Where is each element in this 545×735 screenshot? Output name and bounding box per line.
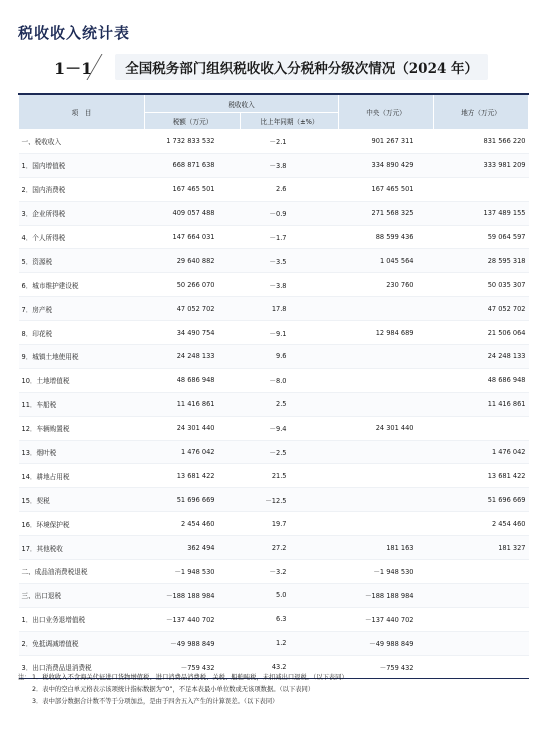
row-amount-cell: 147 664 031 xyxy=(145,225,241,249)
row-change-cell: 2.5 xyxy=(241,392,339,416)
row-amount-cell: 409 057 488 xyxy=(145,201,241,225)
row-central-cell: －188 188 984 xyxy=(339,583,434,607)
row-central-cell: 271 568 325 xyxy=(339,201,434,225)
row-local-cell xyxy=(434,177,529,201)
tax-revenue-table xyxy=(18,93,529,679)
row-change-cell: －2.1 xyxy=(241,130,339,154)
row-name-cell: 8．印花税 xyxy=(19,321,145,345)
row-amount-cell: 47 052 702 xyxy=(145,297,241,321)
row-name-cell: 二、成品油消费税退税 xyxy=(19,560,145,584)
row-local-cell xyxy=(434,416,529,440)
note-3: 3．表中部分数据合计数不等于分项加总，是由于四舍五入产生的计算误差。（以下表同） xyxy=(32,698,279,705)
row-amount-cell: 29 640 882 xyxy=(145,249,241,273)
row-local-cell: 50 035 307 xyxy=(434,273,529,297)
row-change-cell: －12.5 xyxy=(241,488,339,512)
row-change-cell: －3.8 xyxy=(241,273,339,297)
table-row xyxy=(19,536,529,560)
note-2: 2．表中的空白单元格表示该项统计指标数据为“0”，不足本表最小单位数或无该项数据。（以下表同） xyxy=(32,686,315,693)
row-local-cell: 47 052 702 xyxy=(434,297,529,321)
table-row xyxy=(19,464,529,488)
table-body xyxy=(19,130,529,679)
tax-revenue-table-container xyxy=(18,93,528,679)
row-change-cell: 6.3 xyxy=(241,607,339,631)
row-name-cell: 2．免抵调减增值税 xyxy=(19,631,145,655)
table-row xyxy=(19,416,529,440)
row-central-cell xyxy=(339,464,434,488)
row-local-cell: 51 696 669 xyxy=(434,488,529,512)
row-name-cell: 4．个人所得税 xyxy=(19,225,145,249)
row-local-cell: 24 248 133 xyxy=(434,345,529,369)
row-name-cell: 14．耕地占用税 xyxy=(19,464,145,488)
row-name-cell: 16．环境保护税 xyxy=(19,512,145,536)
table-row xyxy=(19,297,529,321)
row-name-cell: 7．房产税 xyxy=(19,297,145,321)
row-name-cell: 6．城市维护建设税 xyxy=(19,273,145,297)
table-row xyxy=(19,560,529,584)
row-amount-cell: 2 454 460 xyxy=(145,512,241,536)
row-central-cell: 88 599 436 xyxy=(339,225,434,249)
row-local-cell: 1 476 042 xyxy=(434,440,529,464)
row-name-cell: 1．出口业务退增值税 xyxy=(19,607,145,631)
row-change-cell: －3.5 xyxy=(241,249,339,273)
row-local-cell: 28 595 318 xyxy=(434,249,529,273)
header-tax-revenue-group: 税收收入 xyxy=(145,94,339,113)
row-name-cell: 10．土地增值税 xyxy=(19,368,145,392)
row-amount-cell: －188 188 984 xyxy=(145,583,241,607)
row-change-cell: －0.9 xyxy=(241,201,339,225)
page-header: 税收收入统计表 xyxy=(18,24,131,42)
row-central-cell: 230 760 xyxy=(339,273,434,297)
row-change-cell: 27.2 xyxy=(241,536,339,560)
row-amount-cell: 50 266 070 xyxy=(145,273,241,297)
row-amount-cell: 1 732 833 532 xyxy=(145,130,241,154)
row-name-cell: 11．车船税 xyxy=(19,392,145,416)
row-change-cell: －9.4 xyxy=(241,416,339,440)
table-title: 全国税务部门组织税收收入分税种分级次情况（2024 年） xyxy=(115,54,488,80)
row-local-cell: 13 681 422 xyxy=(434,464,529,488)
table-row xyxy=(19,631,529,655)
row-name-cell: 三、出口退税 xyxy=(19,583,145,607)
note-line xyxy=(18,684,528,696)
row-central-cell: 24 301 440 xyxy=(339,416,434,440)
header-change: 比上年同期（±%） xyxy=(241,113,339,130)
row-name-cell: 17．其他税收 xyxy=(19,536,145,560)
table-row xyxy=(19,345,529,369)
table-row xyxy=(19,225,529,249)
row-central-cell: 181 163 xyxy=(339,536,434,560)
row-amount-cell: 34 490 754 xyxy=(145,321,241,345)
row-local-cell: 333 981 209 xyxy=(434,153,529,177)
row-name-cell: 15．契税 xyxy=(19,488,145,512)
note-1: 1．税收收入不含海关代征进口货物增值税、进口消费品消费税、关税、船舶吨税，未扣减出口退税。（以下表同） xyxy=(32,674,348,681)
table-row xyxy=(19,201,529,225)
row-name-cell: 12．车辆购置税 xyxy=(19,416,145,440)
row-central-cell: －759 432 xyxy=(339,655,434,679)
row-amount-cell: －137 440 702 xyxy=(145,607,241,631)
row-name-cell: 5．资源税 xyxy=(19,249,145,273)
row-central-cell: 1 045 564 xyxy=(339,249,434,273)
row-local-cell: 2 454 460 xyxy=(434,512,529,536)
table-number: 1－1 xyxy=(54,58,93,78)
table-row xyxy=(19,583,529,607)
table-row xyxy=(19,249,529,273)
row-local-cell xyxy=(434,631,529,655)
header-amount: 税额（万元） xyxy=(145,113,241,130)
row-local-cell: 181 327 xyxy=(434,536,529,560)
row-amount-cell: 51 696 669 xyxy=(145,488,241,512)
row-change-cell: 19.7 xyxy=(241,512,339,536)
table-row xyxy=(19,488,529,512)
row-amount-cell: 668 871 638 xyxy=(145,153,241,177)
row-change-cell: 5.0 xyxy=(241,583,339,607)
table-row xyxy=(19,177,529,201)
table-row xyxy=(19,321,529,345)
table-row xyxy=(19,273,529,297)
row-amount-cell: 48 686 948 xyxy=(145,368,241,392)
row-amount-cell: －1 948 530 xyxy=(145,560,241,584)
row-local-cell: 11 416 861 xyxy=(434,392,529,416)
table-row xyxy=(19,607,529,631)
row-local-cell: 48 686 948 xyxy=(434,368,529,392)
row-change-cell: 21.5 xyxy=(241,464,339,488)
row-name-cell: 3．出口消费品退消费税 xyxy=(19,655,145,679)
row-change-cell: 1.2 xyxy=(241,631,339,655)
row-local-cell: 21 506 064 xyxy=(434,321,529,345)
note-line xyxy=(18,696,528,708)
row-central-cell: －137 440 702 xyxy=(339,607,434,631)
row-central-cell xyxy=(339,297,434,321)
row-local-cell xyxy=(434,560,529,584)
row-local-cell xyxy=(434,607,529,631)
header-local: 地方（万元） xyxy=(434,94,529,130)
table-row xyxy=(19,392,529,416)
row-change-cell: －9.1 xyxy=(241,321,339,345)
header-item: 项 目 xyxy=(19,94,145,130)
row-change-cell: －3.2 xyxy=(241,560,339,584)
row-central-cell: 12 984 689 xyxy=(339,321,434,345)
table-row xyxy=(19,153,529,177)
row-amount-cell: 167 465 501 xyxy=(145,177,241,201)
row-name-cell: 1．国内增值税 xyxy=(19,153,145,177)
row-central-cell xyxy=(339,440,434,464)
note-line xyxy=(18,672,528,684)
row-amount-cell: 24 248 133 xyxy=(145,345,241,369)
table-header xyxy=(19,94,529,130)
row-name-cell: 一、税收收入 xyxy=(19,130,145,154)
row-change-cell: －8.0 xyxy=(241,368,339,392)
row-local-cell: 831 566 220 xyxy=(434,130,529,154)
table-row xyxy=(19,512,529,536)
row-name-cell: 9．城镇土地使用税 xyxy=(19,345,145,369)
row-central-cell xyxy=(339,392,434,416)
row-change-cell: 17.8 xyxy=(241,297,339,321)
row-change-cell: －2.5 xyxy=(241,440,339,464)
table-notes xyxy=(18,672,528,708)
row-amount-cell: 13 681 422 xyxy=(145,464,241,488)
row-name-cell: 3．企业所得税 xyxy=(19,201,145,225)
row-change-cell: －3.8 xyxy=(241,153,339,177)
row-central-cell: 167 465 501 xyxy=(339,177,434,201)
row-amount-cell: －759 432 xyxy=(145,655,241,679)
notes-label: 注： xyxy=(18,674,31,681)
row-central-cell xyxy=(339,368,434,392)
row-amount-cell: －49 988 849 xyxy=(145,631,241,655)
row-amount-cell: 11 416 861 xyxy=(145,392,241,416)
row-central-cell xyxy=(339,512,434,536)
row-change-cell: 9.6 xyxy=(241,345,339,369)
row-central-cell: 334 890 429 xyxy=(339,153,434,177)
row-change-cell: 2.6 xyxy=(241,177,339,201)
table-row xyxy=(19,440,529,464)
header-central: 中央（万元） xyxy=(339,94,434,130)
row-central-cell: 901 267 311 xyxy=(339,130,434,154)
row-local-cell xyxy=(434,583,529,607)
table-row xyxy=(19,130,529,154)
row-central-cell: －49 988 849 xyxy=(339,631,434,655)
table-title-bar xyxy=(18,54,528,80)
row-central-cell: －1 948 530 xyxy=(339,560,434,584)
row-local-cell: 59 064 597 xyxy=(434,225,529,249)
row-central-cell xyxy=(339,488,434,512)
table-row xyxy=(19,368,529,392)
row-change-cell: 43.2 xyxy=(241,655,339,679)
row-name-cell: 13．烟叶税 xyxy=(19,440,145,464)
row-local-cell: 137 489 155 xyxy=(434,201,529,225)
row-central-cell xyxy=(339,345,434,369)
row-amount-cell: 24 301 440 xyxy=(145,416,241,440)
row-amount-cell: 362 494 xyxy=(145,536,241,560)
row-amount-cell: 1 476 042 xyxy=(145,440,241,464)
row-name-cell: 2．国内消费税 xyxy=(19,177,145,201)
row-change-cell: －1.7 xyxy=(241,225,339,249)
